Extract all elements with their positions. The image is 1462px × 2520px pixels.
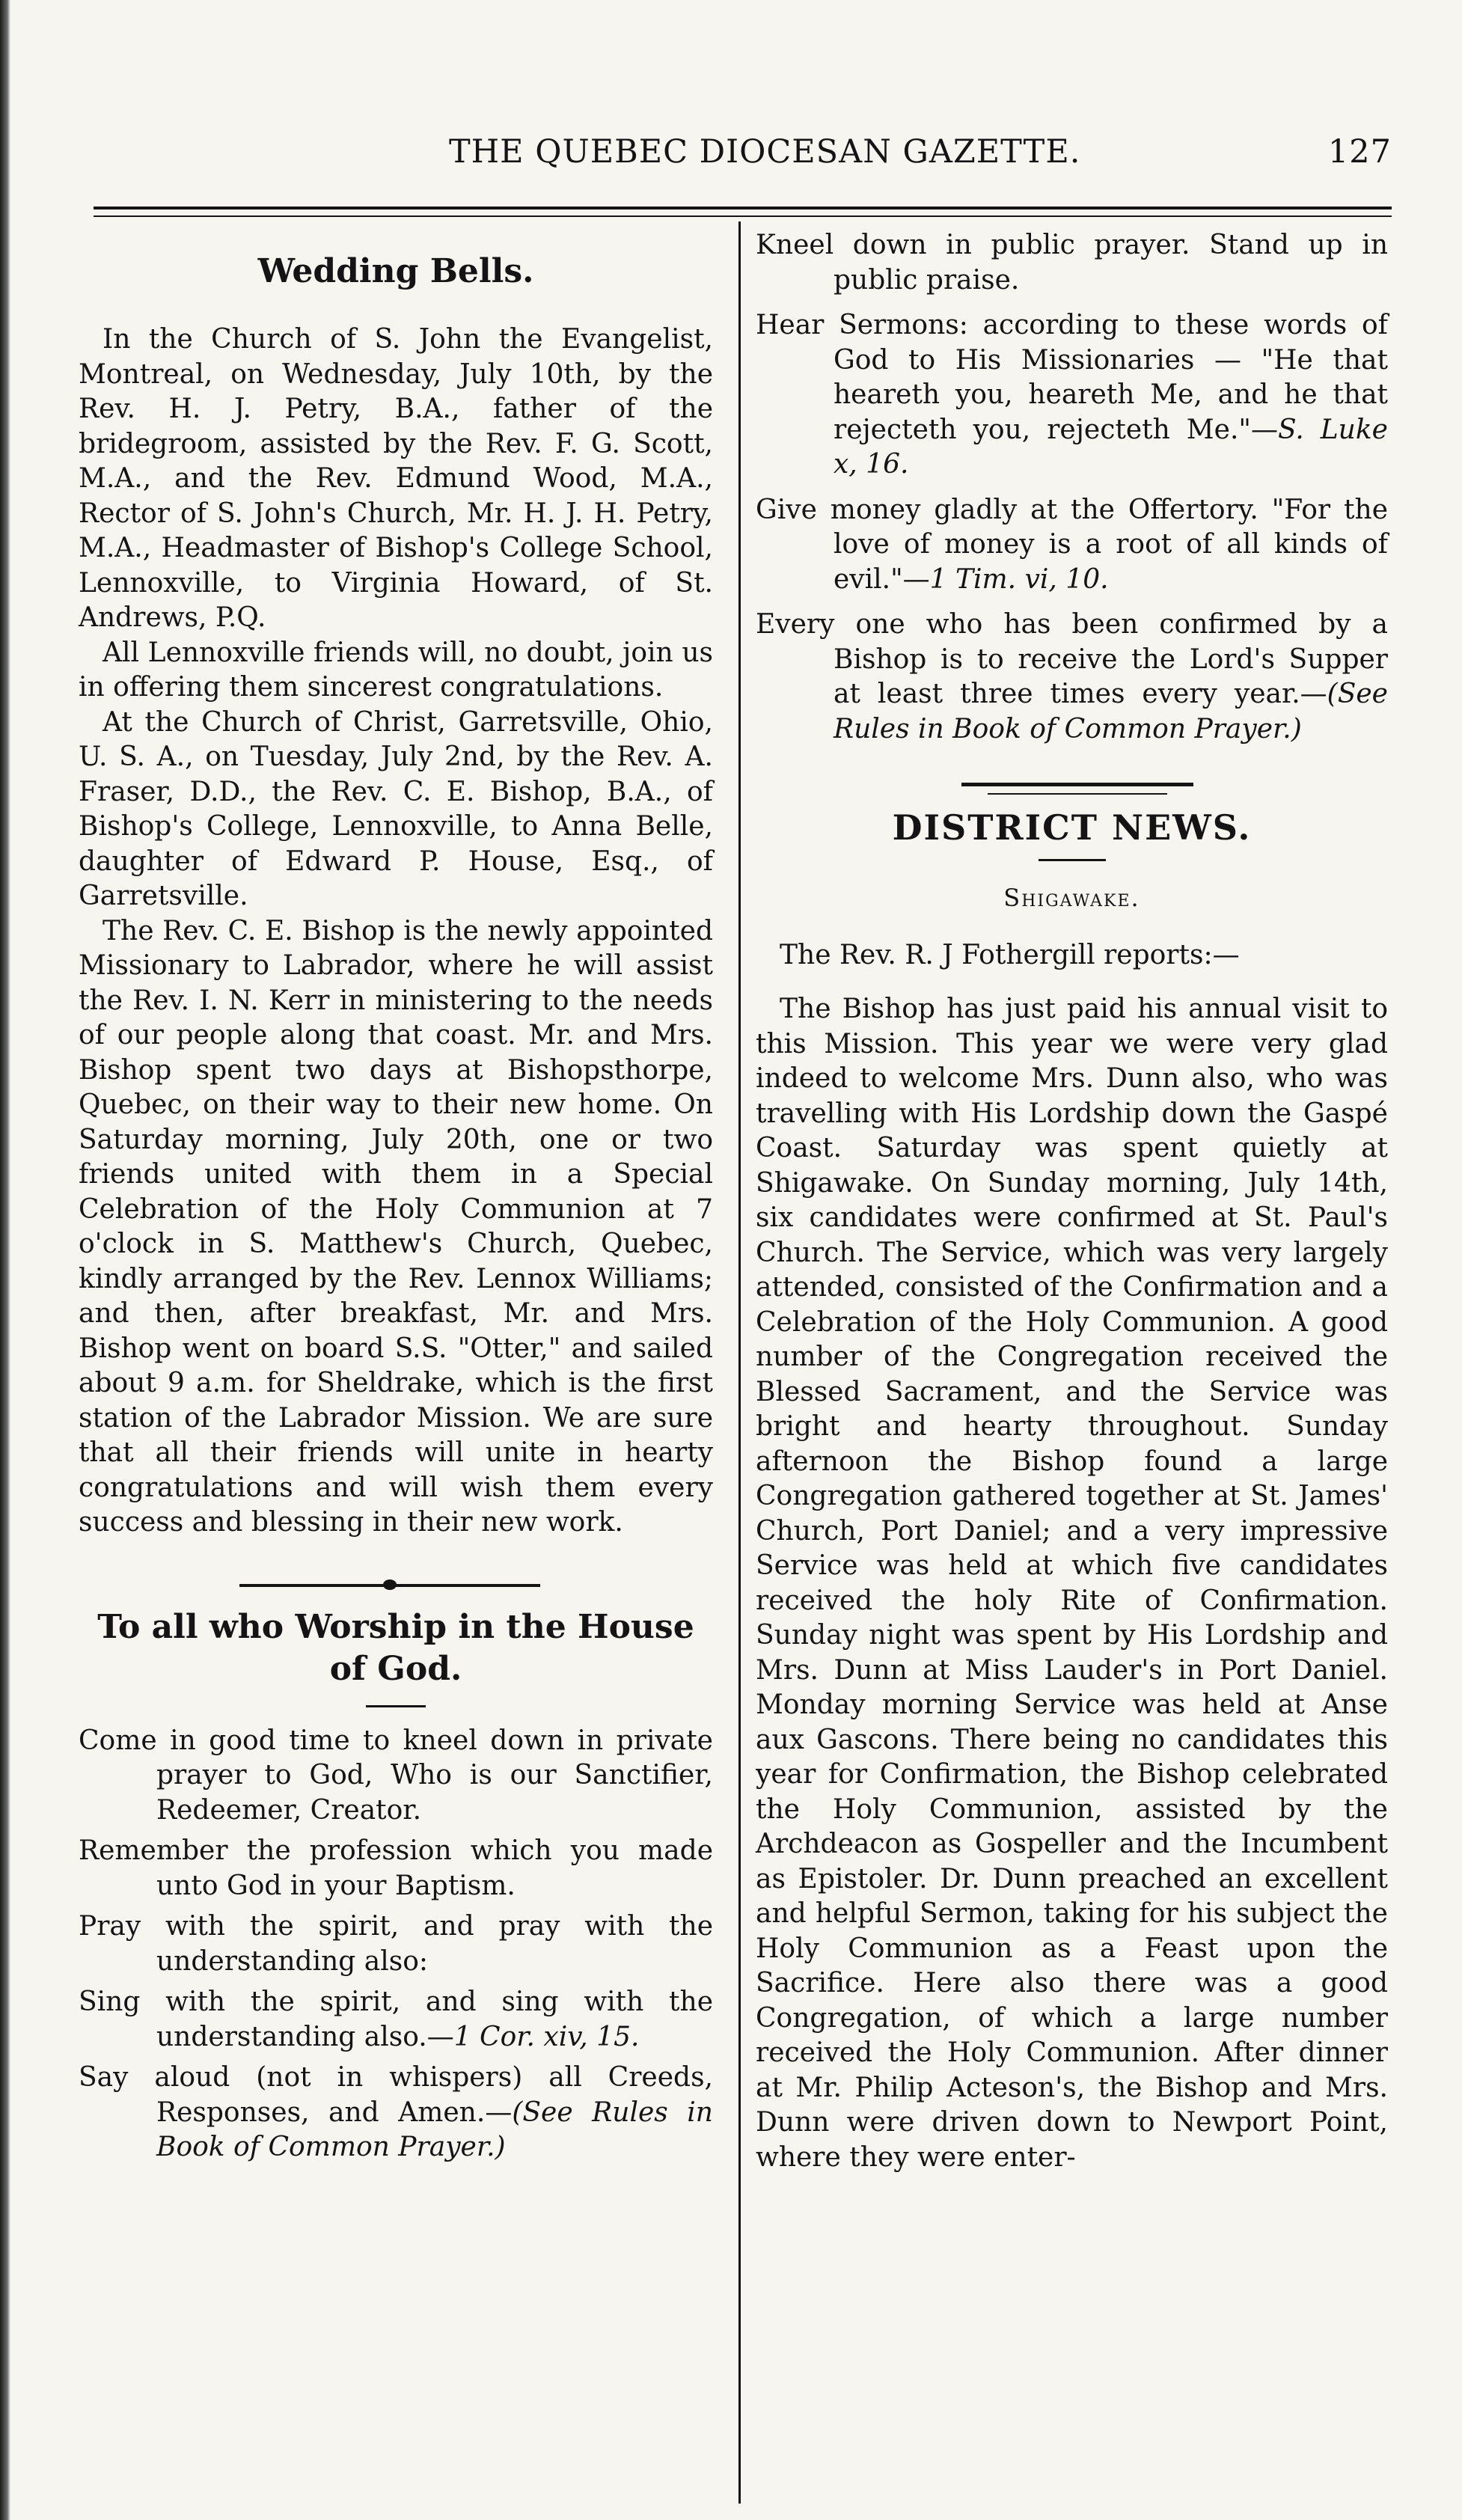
district-report: The Bishop has just paid his annual visit to this Mission. This year we were very glad indeed to welcome Mrs. Dunn also, who was travelling with His Lordship down the Gaspé Coast. Saturday was spent quietly at Shigawake. On Sunday morning, July 14th, six candidates were confirmed at St. Paul's Church. The Service, which was very largely attended, consisted of the Confirmation and a Celebration of the Holy Communion. A good number of the Congregation received the Blessed Sacrament, and the Service was bright and hearty throughout. Sunday afternoon the Bishop found a large Congregation gathered together at St. James' Church, Port Daniel; and a very impressive Service was held at which five candidates received the holy Rite of Confirmation. Sunday night was spent by His Lordship and Mrs. Dunn at Miss Lauder's in Port Daniel. Monday morning Service was held at Anse aux Gascons. There being no candidates this year for Confirmation, the Bishop celebrated the Holy Communion, assisted by the Archdeacon as Gospeller and the Incumbent as Epistoler. Dr. Dunn preached an excellent and helpful Sermon, taking for his subject the Holy Communion as a Feast upon the Sacrifice. Here also there was a good Congregation, of which a large number received the Holy Communion. After dinner at Mr. Philip Acteson's, the Bishop and Mrs. Dunn were driven down to Newport Point, where they were enter-	[756, 994, 1388, 2173]
header-rule	[94, 207, 1392, 210]
wedding-heading: Wedding Bells.	[257, 252, 534, 290]
page-number: 127	[1327, 133, 1392, 171]
scripture-reference: S. Luke x, 16.	[834, 414, 1388, 480]
wedding-paragraph: All Lennoxville friends will, no doubt, join us in offering them sincerest congratulations.	[79, 637, 713, 703]
section-ornament	[756, 769, 1388, 799]
right-column	[756, 228, 1388, 2175]
scripture-reference: 1 Cor. xiv, 15.	[453, 2021, 640, 2052]
section-ornament	[79, 1571, 713, 1600]
worship-list	[79, 1724, 713, 2165]
wedding-paragraph: At the Church of Christ, Garretsville, Ohio, U. S. A., on Tuesday, July 2nd, by the Rev. A. Fraser, D.D., the Rev. C. E. Bishop, B.A., of Bishop's College, Lennoxville, to Anna Belle, daughter of Edward P. House, Esq., of Garretsville.	[79, 706, 713, 911]
worship-item: Say aloud (not in whispers) all Creeds, Responses, and Amen.—(See Rules in Book of Common Prayer.)	[79, 2062, 713, 2162]
worship-heading: To all who Worship in the House of God.	[97, 1607, 694, 1688]
worship-item: Hear Sermons: according to these words of God to His Missionaries — "He that heareth you, heareth Me, and he that rejecteth you, rejecteth Me."—S. Luke x, 16.	[756, 310, 1388, 480]
prayer-book-reference: (See Rules in Book of Common Prayer.)	[834, 679, 1388, 744]
page-spine-shadow	[0, 0, 10, 2520]
district-news-heading: DISTRICT NEWS.	[892, 807, 1252, 848]
page-header	[449, 133, 1392, 186]
column-divider	[738, 221, 741, 2504]
worship-item: Every one who has been confirmed by a Bishop is to receive the Lord's Supper at least three times every year.—(See Rules in Book of Common Prayer.)	[756, 609, 1388, 744]
short-rule	[1039, 859, 1106, 861]
worship-item: Sing with the spirit, and sing with the understanding also.—1 Cor. xiv, 15.	[79, 1987, 713, 2052]
district-intro: The Rev. R. J Fothergill reports:—	[780, 939, 1240, 970]
wedding-paragraph: The Rev. C. E. Bishop is the newly appointed Missionary to Labrador, where he will assist the Rev. I. N. Kerr in ministering to the needs of our people along that coast. Mr. and Mrs. Bishop spent two days at Bishopsthorpe, Quebec, on their way to their new home. On Saturday morning, July 20th, one or two friends united with them in a Special Celebration of the Holy Communion at 7 o'clock in S. Matthew's Church, Quebec, kindly arranged by the Rev. Lennox Williams; and then, after breakfast, Mr. and Mrs. Bishop went on board S.S. "Otter," and sailed about 9 a.m. for Sheldrake, which is the first station of the Labrador Mission. We are sure that all their friends will unite in hearty congratulations and will wish them every success and blessing in their new work.	[79, 915, 713, 1538]
worship-list-continued	[756, 228, 1388, 747]
scripture-reference: 1 Tim. vi, 10.	[929, 563, 1109, 595]
worship-item: Kneel down in public prayer. Stand up in public praise.	[756, 230, 1388, 296]
worship-item: Come in good time to kneel down in private prayer to God, Who is our Sanctifier, Redeemer, Creator.	[79, 1725, 713, 1826]
left-column	[79, 228, 713, 2171]
district-subheading: Shigawake.	[1003, 884, 1140, 912]
prayer-book-reference: (See Rules in Book of Common Prayer.)	[156, 2097, 713, 2162]
worship-item: Give money gladly at the Offertory. "For the love of money is a root of all kinds of evil."—1 Tim. vi, 10.	[756, 494, 1388, 595]
publication-title: THE QUEBEC DIOCESAN GAZETTE.	[449, 133, 1081, 171]
header-rule-thin	[94, 215, 1392, 217]
worship-item: Pray with the spirit, and pray with the understanding also:	[79, 1911, 713, 1977]
short-rule	[366, 1705, 426, 1707]
worship-item: Remember the profession which you made unto God in your Baptism.	[79, 1835, 713, 1901]
wedding-paragraph: In the Church of S. John the Evangelist, Montreal, on Wednesday, July 10th, by the Rev. H. J. Petry, B.A., father of the bridegroom, assisted by the Rev. F. G. Scott, M.A., and the Rev. Edmund Wood, M.A., Rector of S. John's Church, Mr. H. J. H. Petry, M.A., Headmaster of Bishop's College School, Lennoxville, to Virginia Howard, of St. Andrews, P.Q.	[79, 324, 713, 633]
